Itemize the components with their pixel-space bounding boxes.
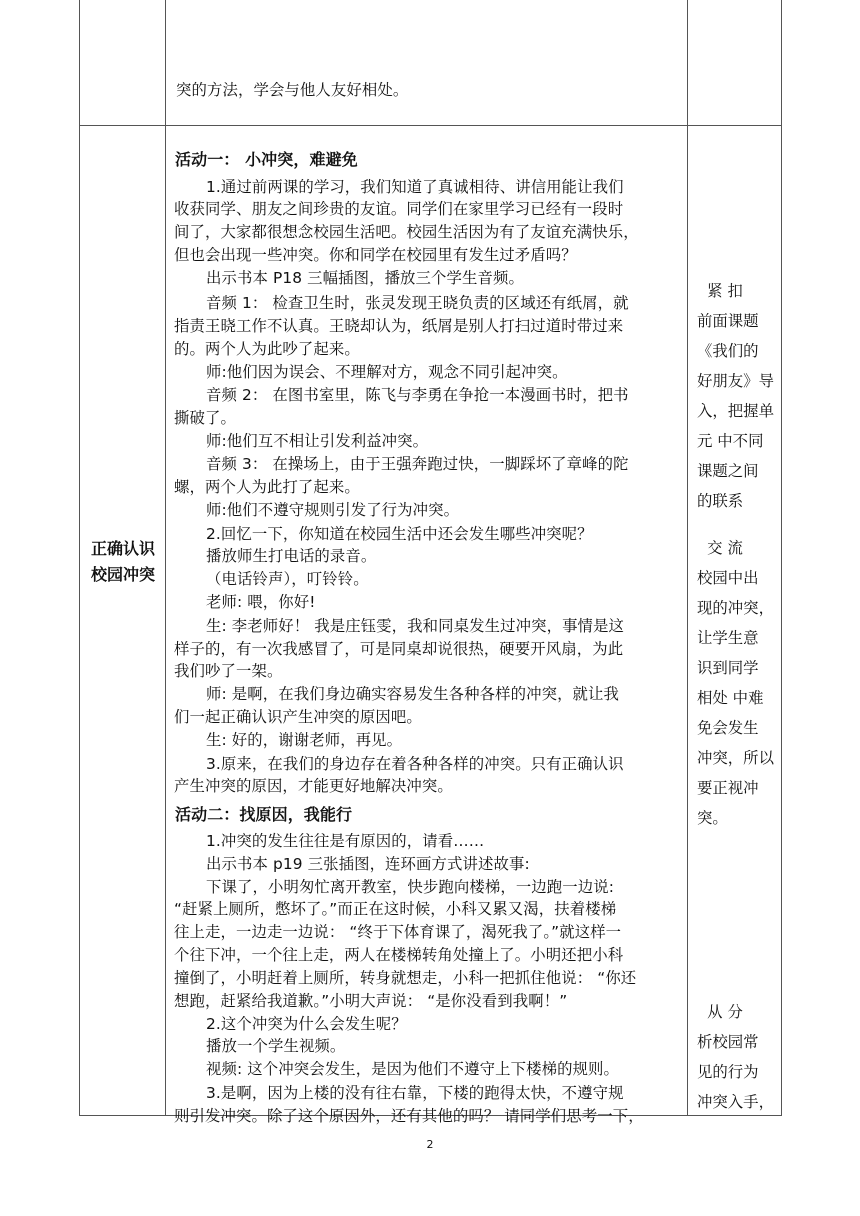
- row-label-line2: 校园冲突: [90, 565, 155, 584]
- content-line: 师:他们互不相让引发利益冲突。: [206, 432, 429, 450]
- content-line: 1.冲突的发生往往是有原因的，请看……: [206, 832, 485, 850]
- note-line: 析校园常: [697, 1033, 759, 1051]
- content-line: 则引发冲突。除了这个原因外，还有其他的吗？ 请同学们思考一下，: [174, 1107, 644, 1125]
- design-note-1: [697, 276, 774, 516]
- content-line: 生: 好的，谢谢老师，再见。: [206, 731, 403, 749]
- top-row-text: 突的方法，学会与他人友好相处。: [176, 81, 409, 99]
- content-line: 下课了，小明匆忙离开教室，快步跑向楼梯，一边跑一边说:: [206, 878, 615, 896]
- content-line: 3.是啊，因为上楼的没有往右靠，下楼的跑得太快，不遵守规: [206, 1084, 624, 1102]
- note-line: 课题之间: [697, 462, 759, 480]
- content-line: 播放师生打电话的录音。: [206, 547, 377, 565]
- note-line: 识到同学: [697, 659, 759, 677]
- table-divider-notes: [687, 0, 688, 1116]
- table-border-top-row-bottom: [79, 125, 782, 126]
- note-line: 校园中出: [697, 569, 759, 587]
- content-line: 撕破了。: [174, 409, 236, 427]
- activity-heading: 活动一： 小冲突，难避免: [175, 150, 358, 169]
- content-line: 出示书本 p19 三张插图，连环画方式讲述故事:: [206, 855, 530, 873]
- content-line: 1.通过前两课的学习，我们知道了真诚相待、讲信用能让我们: [206, 178, 624, 196]
- design-note-2: [697, 533, 774, 833]
- content-line: 师: 是啊，在我们身边确实容易发生各种各样的冲突，就让我: [206, 685, 620, 703]
- content-line: 我们吵了一架。: [174, 662, 283, 680]
- content-line: 3.原来，在我们的身边存在着各种各样的冲突。只有正确认识: [206, 755, 624, 773]
- note-line: 冲突入手，: [697, 1093, 774, 1111]
- content-line: 螺，两个人为此打了起来。: [174, 478, 360, 496]
- content-line: 师:他们不遵守规则引发了行为冲突。: [206, 501, 460, 519]
- note-line: 好朋友》导: [697, 372, 774, 390]
- content-line: 播放一个学生视频。: [206, 1037, 346, 1055]
- content-line: 收获同学、朋友之间珍贵的友谊。同学们在家里学习已经有一段时: [174, 200, 624, 218]
- note-line: 相处 中难: [697, 689, 764, 707]
- content-line: 但也会出现一些冲突。你和同学在校园里有发生过矛盾吗？: [174, 246, 577, 264]
- content-line: 师:他们因为误会、不理解对方，观念不同引起冲突。: [206, 363, 568, 381]
- content-line: 撞倒了，小明赶着上厕所，转身就想走，小科一把抓住他说： “你还: [174, 969, 637, 987]
- content-line: 指责王晓工作不认真。王晓却认为，纸屑是别人打扫过道时带过来: [174, 317, 624, 335]
- design-note-3: [697, 997, 774, 1117]
- note-line: 紧 扣: [707, 282, 743, 300]
- note-line: 现的冲突，: [697, 599, 774, 617]
- content-line: 想跑，赶紧给我道歉。”小明大声说： “是你没看到我啊！”: [174, 992, 568, 1010]
- content-line: 音频 1： 检查卫生时，张灵发现王晓负责的区域还有纸屑，就: [206, 294, 629, 312]
- content-line: 出示书本 P18 三幅插图，播放三个学生音频。: [206, 269, 524, 287]
- content-line: 2.这个冲突为什么会发生呢？: [206, 1015, 407, 1033]
- note-line: 免会发生: [697, 719, 759, 737]
- content-line: 音频 3： 在操场上，由于王强奔跑过快，一脚踩坏了章峰的陀: [206, 455, 629, 473]
- note-line: 元 中不同: [697, 432, 764, 450]
- note-line: 《我们的: [697, 342, 759, 360]
- note-line: 见的行为: [697, 1063, 759, 1081]
- content-line: 音频 2： 在图书室里，陈飞与李勇在争抢一本漫画书时，把书: [206, 386, 629, 404]
- note-line: 交 流: [707, 539, 743, 557]
- content-line: 老师: 喂，你好!: [206, 593, 316, 611]
- note-line: 的联系: [697, 492, 744, 510]
- note-line: 冲突，所以: [697, 749, 774, 767]
- content-line: 样子的，有一次我感冒了，可是同桌却说很热，硬要开风扇，为此: [174, 640, 624, 658]
- note-line: 让学生意: [697, 629, 759, 647]
- content-line: 产生冲突的原因，才能更好地解决冲突。: [174, 777, 453, 795]
- row-label: [80, 536, 166, 588]
- content-line: 2.回忆一下，你知道在校园生活中还会发生哪些冲突呢？: [206, 525, 593, 543]
- note-line: 入，把握单: [697, 402, 774, 420]
- note-line: 从 分: [707, 1003, 743, 1021]
- content-line: “赶紧上厕所，憋坏了。”而正在这时候，小科又累又渴，扶着楼梯: [174, 900, 617, 918]
- content-line: 往上走，一边走一边说： “终于下体育课了，渴死我了。”就这样一: [174, 923, 622, 941]
- content-line: （电话铃声），叮铃铃。: [206, 570, 369, 588]
- note-line: 前面课题: [697, 312, 759, 330]
- note-line: 突。: [697, 809, 728, 827]
- page-number: 2: [426, 1138, 434, 1151]
- content-line: 的。两个人为此吵了起来。: [174, 340, 360, 358]
- table-border-right: [781, 0, 782, 1116]
- content-line: 生: 李老师好！ 我是庄钰雯，我和同桌发生过冲突，事情是这: [206, 617, 625, 635]
- row-label-line1: 正确认识: [90, 539, 155, 558]
- content-line: 视频: 这个冲突会发生，是因为他们不遵守上下楼梯的规则。: [206, 1060, 620, 1078]
- content-line: 个往下冲，一个往上走，两人在楼梯转角处撞上了。小明还把小科: [174, 946, 624, 964]
- note-line: 要正视冲: [697, 779, 759, 797]
- content-line: 间了，大家都很想念校园生活吧。校园生活因为有了友谊充满快乐，: [174, 223, 639, 241]
- content-line: 们一起正确认识产生冲突的原因吧。: [174, 708, 422, 726]
- activity-heading: 活动二：找原因，我能行: [175, 805, 353, 824]
